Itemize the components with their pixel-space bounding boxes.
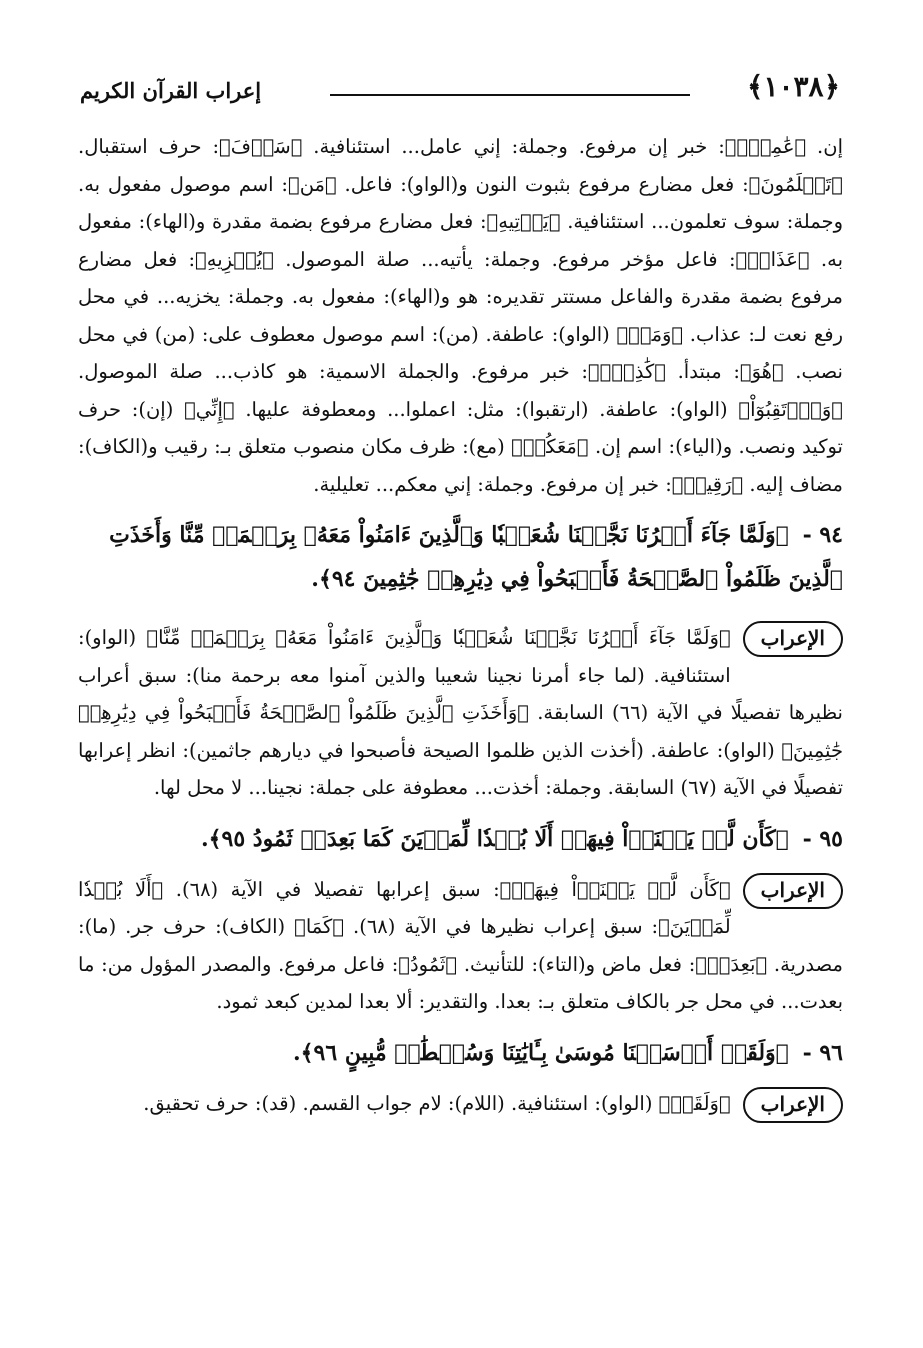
irab-label: الإعراب [743, 1087, 843, 1123]
verse-text: ﴿كَأَن لَّمۡ يَغۡنَوۡاْ فِيهَآۗ أَلَا بُعۡدٗا لِّمَدۡيَنَ كَمَا بَعِدَتۡ ثَمُودُ ٩٥﴾. [200, 825, 789, 852]
irab-text: ﴿وَلَمَّا جَآءَ أَمۡرُنَا نَجَّيۡنَا شُعَيۡبٗا وَٱلَّذِينَ ءَامَنُواْ مَعَهُۥ بِرَحۡمَةٖ مِّنَّا﴾ (الواو): استئنافية. (لما جاء أمرنا نجينا شعيبا والذين آمنوا معه برحمة منا): سبق أعراب نظيرها تفصيلًا في الآية (٦٦) السابقة. ﴿وَأَخَذَتِ ٱلَّذِينَ ظَلَمُواْ ٱلصَّيۡحَةُ فَأَصۡبَحُواْ فِي دِيَٰرِهِمۡ جَٰثِمِينَ﴾ (الواو): عاطفة. (أخذت الذين ظلموا الصيحة فأصبحوا في ديارهم جاثمين): انظر إعرابها تفصيلًا في الآية (٦٧) السابقة. وجملة: أخذت... معطوفة على جملة: نجينا... لا محل لها. [78, 626, 843, 799]
irab-paragraph-95 [78, 871, 843, 1021]
verse-number: ٩٥ - [802, 825, 843, 852]
irab-paragraph-96 [78, 1085, 843, 1123]
verse-number: ٩٤ - [802, 522, 843, 548]
verse-text: ﴿وَلَمَّا جَآءَ أَمۡرُنَا نَجَّيۡنَا شُعَيۡبٗا وَٱلَّذِينَ ءَامَنُواْ مَعَهُۥ بِرَحۡمَةٖ مِّنَّا وَأَخَذَتِ ٱلَّذِينَ ظَلَمُواْ ٱلصَّيۡحَةُ فَأَصۡبَحُواْ فِي دِيَٰرِهِمۡ جَٰثِمِينَ ٩٤﴾. [109, 522, 843, 592]
page-header [80, 66, 840, 118]
verse-number: ٩٦ - [802, 1039, 843, 1066]
irab-label: الإعراب [743, 873, 843, 909]
verse-text: ﴿وَلَقَدۡ أَرۡسَلۡنَا مُوسَىٰ بِـَٔايَٰتِنَا وَسُلۡطَٰنٖ مُّبِينٍ ٩٦﴾. [292, 1039, 789, 1066]
header-rule [330, 94, 690, 96]
page-number: ﴿١٠٣٨﴾ [747, 70, 840, 103]
irab-paragraph-94 [78, 619, 843, 807]
verse-96 [78, 1031, 843, 1075]
intro-paragraph: إن. ﴿عَٰمِلٌۖ﴾: خبر إن مرفوع. وجملة: إني عامل... استئنافية. ﴿سَوۡفَ﴾: حرف استقبال. ﴿تَعۡلَمُونَ﴾: فعل مضارع مرفوع بثبوت النون و(الواو): فاعل. ﴿مَن﴾: اسم موصول مفعول به. وجملة: سوف تعلمون... استئنافية. ﴿يَأۡتِيهِ﴾: فعل مضارع مرفوع بضمة مقدرة و(الهاء): مفعول به. ﴿عَذَابٞ﴾: فاعل مؤخر مرفوع. وجملة: يأتيه... صلة الموصول. ﴿يُخۡزِيهِ﴾: فعل مضارع مرفوع بضمة مقدرة والفاعل مستتر تقديره: هو و(الهاء): مفعول به. وجملة: يخزيه... في محل رفع نعت لـ: عذاب. ﴿وَمَنۡ﴾ (الواو): عاطفة. (من): اسم موصول معطوف على: (من) في محل نصب. ﴿هُوَ﴾: مبتدأ. ﴿كَٰذِبٞۖ﴾: خبر مرفوع. والجملة الاسمية: هو كاذب... صلة الموصول. ﴿وَٱرۡتَقِبُوٓاْ﴾ (الواو): عاطفة. (ارتقبوا): مثل: اعملوا... ومعطوفة عليها. ﴿إِنِّي﴾ (إن): حرف توكيد ونصب. و(الياء): اسم إن. ﴿مَعَكُمۡ﴾ (مع): ظرف مكان منصوب متعلق بـ: رقيب و(الكاف): مضاف إليه. ﴿رَقِيبٞ﴾: خبر إن مرفوع. وجملة: إني معكم... تعليلية. [78, 135, 843, 496]
irab-label: الإعراب [743, 621, 843, 657]
irab-text: ﴿كَأَن لَّمۡ يَغۡنَوۡاْ فِيهَآۗ﴾: سبق إعرابها تفصيلا في الآية (٦٨). ﴿أَلَا بُعۡدٗا لِّمَدۡيَنَ﴾: سبق إعراب نظيرها في الآية (٦٨). ﴿كَمَا﴾ (الكاف): حرف جر. (ما): مصدرية. ﴿بَعِدَتۡ﴾: فعل ماض و(التاء): للتأنيث. ﴿ثَمُودُ﴾: فاعل مرفوع. والمصدر المؤول من: ما بعدت... في محل جر بالكاف متعلق بـ: بعدا. والتقدير: ألا بعدا لمدين كبعد ثمود. [78, 877, 843, 1013]
verse-94 [78, 513, 843, 601]
book-title: إعراب القرآن الكريم [80, 78, 262, 103]
verse-95 [78, 817, 843, 861]
irab-text: ﴿وَلَقَدۡ﴾ (الواو): استئنافية. (اللام): لام جواب القسم. (قد): حرف تحقيق. [143, 1091, 731, 1115]
page-content [78, 128, 843, 1123]
